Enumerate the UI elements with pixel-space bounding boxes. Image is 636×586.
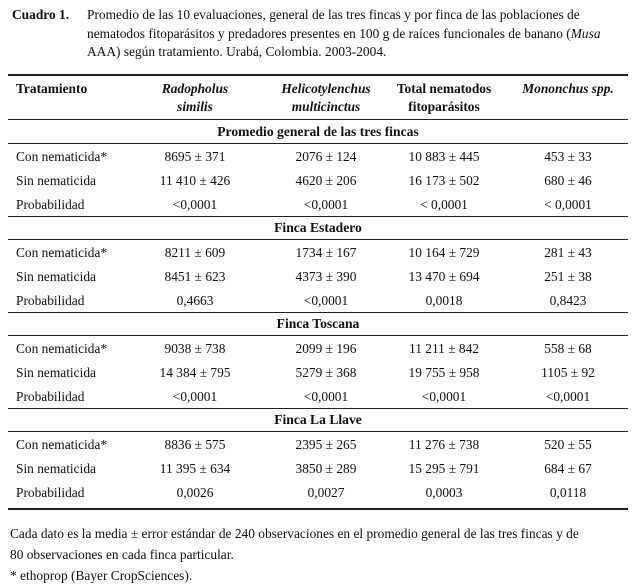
footnote: * ethoprop (Bayer CropSciences). [10, 568, 193, 583]
cell-mononchus: <0,0001 [545, 389, 591, 404]
cell-helicotylenchus: 2099 ± 196 [295, 341, 357, 356]
header-total-nematodos [386, 80, 502, 116]
cell-helicotylenchus: <0,0001 [303, 389, 349, 404]
cell-helicotylenchus: 3850 ± 289 [295, 461, 357, 476]
cell-mononchus: 520 ± 55 [544, 437, 592, 452]
group-rule [8, 335, 628, 336]
cell-total: 16 173 ± 502 [408, 173, 480, 188]
cell-mononchus: 684 ± 67 [544, 461, 592, 476]
caption-italic: Musa [570, 25, 601, 41]
table-row [8, 241, 628, 265]
cell-helicotylenchus: 4620 ± 206 [295, 173, 357, 188]
row-label: Sin nematicida [16, 173, 96, 188]
cell-radopholus: 11 395 ± 634 [159, 461, 231, 476]
table-top-rule [8, 74, 628, 76]
group-title: Finca Toscana [276, 316, 360, 331]
cell-radopholus: <0,0001 [172, 389, 218, 404]
row-label: Probabilidad [16, 389, 85, 404]
cell-total: 10 164 ± 729 [408, 245, 480, 260]
header-helicotylenchus [260, 80, 392, 116]
row-label: Probabilidad [16, 197, 85, 212]
table-row [8, 361, 628, 385]
header-line: multicinctus [291, 99, 361, 114]
cell-radopholus: 8451 ± 623 [164, 269, 226, 284]
group-title: Promedio general de las tres fincas [217, 124, 419, 139]
group-rule [8, 216, 628, 217]
cell-radopholus: 14 384 ± 795 [159, 365, 231, 380]
cell-mononchus: 680 ± 46 [544, 173, 592, 188]
cell-helicotylenchus: 2076 ± 124 [295, 149, 357, 164]
row-label: Con nematicida* [16, 149, 108, 164]
header-bottom-rule [8, 119, 628, 120]
cell-radopholus: 11 410 ± 426 [159, 173, 231, 188]
header-line: similis [177, 99, 213, 114]
cell-total: 15 295 ± 791 [408, 461, 480, 476]
cell-helicotylenchus: 4373 ± 390 [295, 269, 357, 284]
caption-text-part: AAA) según tratamiento. Urabá, Colombia. 2003-2004. [87, 44, 387, 59]
table-row [8, 193, 628, 217]
cell-mononchus: 281 ± 43 [544, 245, 592, 260]
caption-label: Cuadro 1. [12, 7, 70, 22]
group-rule [8, 431, 628, 432]
row-label: Con nematicida* [16, 341, 108, 356]
cell-radopholus: 9038 ± 738 [164, 341, 226, 356]
cell-total: 13 470 ± 694 [408, 269, 480, 284]
table-row [8, 265, 628, 289]
caption-text-part: Promedio de las 10 evaluaciones, general de las tres fincas y por finca de las poblaciones de nematodos fitoparásitos y predadores presentes en 100 g de raíces funcionales de banano ( [87, 7, 580, 41]
cell-total: 10 883 ± 445 [408, 149, 480, 164]
cell-radopholus: <0,0001 [172, 197, 218, 212]
cell-radopholus: 0,4663 [176, 293, 214, 308]
cell-helicotylenchus: <0,0001 [303, 293, 349, 308]
cell-mononchus: 0,8423 [549, 293, 587, 308]
cell-total: 19 755 ± 958 [408, 365, 480, 380]
cell-mononchus: 558 ± 68 [544, 341, 592, 356]
cell-mononchus: 0,0118 [549, 485, 587, 500]
group-rule [8, 408, 628, 409]
cell-helicotylenchus: 0,0027 [307, 485, 345, 500]
cell-radopholus: 8211 ± 609 [164, 245, 226, 260]
cell-mononchus: < 0,0001 [544, 197, 592, 212]
table-row [8, 337, 628, 361]
cell-helicotylenchus: <0,0001 [303, 197, 349, 212]
cell-total: <0,0001 [421, 389, 467, 404]
cell-total: 11 211 ± 842 [409, 341, 479, 356]
row-label: Probabilidad [16, 485, 85, 500]
cell-helicotylenchus: 1734 ± 167 [295, 245, 357, 260]
table-row [8, 385, 628, 409]
header-radopholus [138, 80, 252, 116]
group-rule [8, 312, 628, 313]
header-line: Total nematodos [396, 81, 492, 96]
cell-radopholus: 8836 ± 575 [164, 437, 226, 452]
table-row [8, 457, 628, 481]
group-rule [8, 143, 628, 144]
table-note [10, 523, 630, 586]
cell-mononchus: 1105 ± 92 [541, 365, 595, 380]
row-label: Sin nematicida [16, 365, 96, 380]
row-label: Con nematicida* [16, 437, 108, 452]
cell-radopholus: 0,0026 [176, 485, 214, 500]
cell-total: 0,0003 [425, 485, 463, 500]
table-row [8, 145, 628, 169]
header-line: fitoparásitos [408, 99, 480, 114]
cell-mononchus: 453 ± 33 [544, 149, 592, 164]
group-title: Finca Estadero [274, 220, 362, 235]
table-row [8, 289, 628, 313]
row-label: Sin nematicida [16, 269, 96, 284]
header-tratamiento: Tratamiento [16, 81, 88, 96]
cell-total: 0,0018 [425, 293, 463, 308]
cell-mononchus: 251 ± 38 [544, 269, 592, 284]
group-title: Finca La Llave [274, 412, 362, 427]
header-line: Helicotylenchus [281, 81, 371, 96]
cell-total: 11 276 ± 738 [408, 437, 480, 452]
caption-text [87, 6, 628, 62]
cell-helicotylenchus: 5279 ± 368 [295, 365, 357, 380]
header-mononchus: Mononchus spp. [522, 81, 614, 96]
note-line: 80 observaciones en cada finca particular. [10, 547, 234, 562]
group-rule [8, 239, 628, 240]
row-label: Probabilidad [16, 293, 85, 308]
cell-total: < 0,0001 [420, 197, 468, 212]
cell-radopholus: 8695 ± 371 [164, 149, 226, 164]
table-row [8, 433, 628, 457]
cell-helicotylenchus: 2395 ± 265 [295, 437, 357, 452]
row-label: Sin nematicida [16, 461, 96, 476]
header-line: Radopholus [161, 81, 229, 96]
note-line: Cada dato es la media ± error estándar de 240 observaciones en el promedio general de las tres fincas y de [10, 526, 579, 541]
row-label: Con nematicida* [16, 245, 108, 260]
table-row [8, 481, 628, 505]
table-bottom-rule [8, 508, 628, 510]
table-row [8, 169, 628, 193]
